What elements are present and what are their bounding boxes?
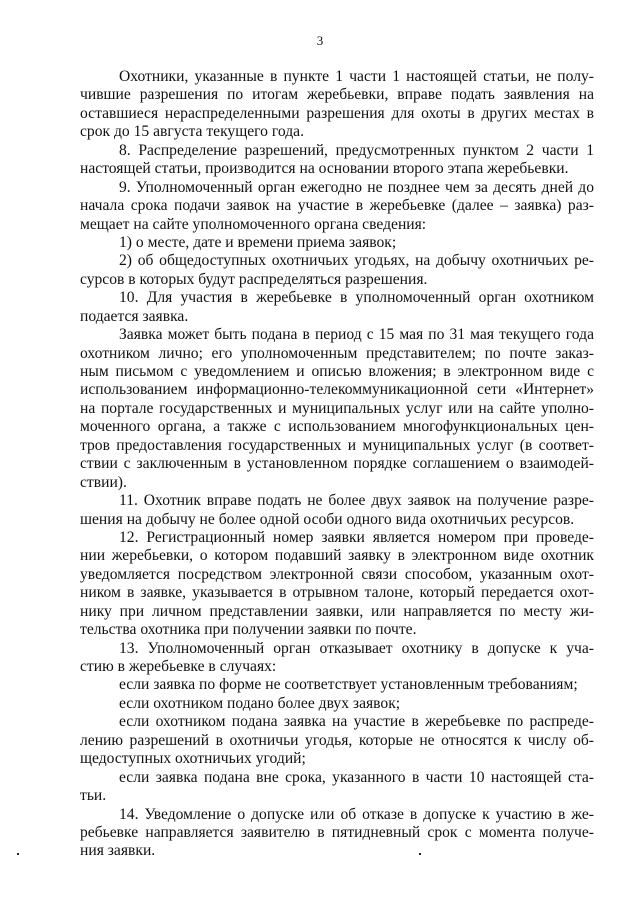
paragraph-item-9-2 <box>80 252 594 289</box>
text-line: моченного органа, а также с использованием многофункциональных цен- <box>80 418 594 436</box>
text-line: если заявка подана вне срока, указанного в части 10 настоящей ста- <box>119 768 594 786</box>
paragraph-item-13-d <box>80 769 594 806</box>
text-line: ния заявки. <box>80 842 156 860</box>
text-line: 12. Регистрационный номер заявки является номером при проведе- <box>119 528 594 546</box>
text-line: ствии). <box>80 473 127 491</box>
text-line: щедоступных охотничьих угодий; <box>80 750 306 768</box>
paragraph-item-13-b <box>80 695 594 713</box>
paragraph-item-12 <box>80 529 594 640</box>
text-line: 10. Для участия в жеребьевке в уполномоченный орган охотником <box>119 289 594 307</box>
scan-artifact-dot <box>17 853 19 855</box>
text-line: настоящей статьи, производится на основании второго этапа жеребьевки. <box>80 160 569 178</box>
text-line: подается заявка. <box>80 307 189 325</box>
text-line: 14. Уведомление о допуске или об отказе в допуске к участию в же- <box>119 805 594 823</box>
text-line: тьи. <box>80 787 107 805</box>
paragraph-item-14 <box>80 806 594 861</box>
paragraph-item-11 <box>80 492 594 529</box>
page-number: 3 <box>316 33 324 48</box>
text-line: 13. Уполномоченный орган отказывает охотнику в допуске к уча- <box>119 639 594 657</box>
text-line: 8. Распределение разрешений, предусмотренных пунктом 2 части 1 <box>119 141 594 159</box>
text-line: ребьевке направляется заявителю в пятидневный срок с момента получе- <box>80 823 594 841</box>
text-line: оставшиеся нераспределенными разрешения для охоты в других местах в <box>80 104 594 122</box>
text-line: ствии с заключенным в установленном порядке соглашением о взаимодей- <box>80 455 594 473</box>
text-line: если охотником подана заявка на участие в жеребьевке по распреде- <box>119 713 594 731</box>
document-body <box>80 68 594 861</box>
text-line: шения на добычу не более одной особи одного вида охотничьих ресурсов. <box>80 510 575 528</box>
text-line: нии жеребьевки, о котором подавший заявку в электронном виде охотник <box>80 547 594 565</box>
text-line: начала срока подачи заявок на участие в жеребьевке (далее – заявка) раз- <box>80 197 594 215</box>
text-line: 9. Уполномоченный орган ежегодно не позднее чем за десять дней до <box>119 178 594 196</box>
text-line: сурсов в которых будут распределяться разрешения. <box>80 270 428 288</box>
text-line: нику при личном представлении заявки, или направляется по месту жи- <box>80 602 594 620</box>
text-line: уведомляется посредством электронной связи способом, указанным охот- <box>80 565 594 583</box>
paragraph-hunters-not-received <box>80 68 594 142</box>
scan-artifact-dot <box>419 853 421 855</box>
text-line: на портале государственных и муниципальных услуг или на сайте уполно- <box>80 399 594 417</box>
paragraph-item-13 <box>80 640 594 677</box>
text-line: тров предоставления государственных и муниципальных услуг (в соответ- <box>80 436 594 454</box>
text-line: 2) об общедоступных охотничьих угодьях, на добычу охотничьих ре- <box>119 252 594 270</box>
text-line: чившие разрешения по итогам жеребьевки, вправе подать заявления на <box>80 86 594 104</box>
text-line: 1) о месте, дате и времени приема заявок; <box>119 233 397 251</box>
text-line: охотником лично; его уполномоченным представителем; по почте заказ- <box>80 344 594 362</box>
text-line: 11. Охотник вправе подать не более двух заявок на получение разре- <box>119 492 594 510</box>
text-line: стию в жеребьевке в случаях: <box>80 658 277 675</box>
paragraph-item-10 <box>80 289 594 326</box>
text-line: использованием информационно-телекоммуникационной сети «Интернет» <box>80 381 594 399</box>
paragraph-item-8 <box>80 142 594 179</box>
text-line: Заявка может быть подана в период с 15 мая по 31 мая текущего года <box>119 326 594 344</box>
paragraph-item-9-1 <box>80 234 594 252</box>
paragraph-item-13-a <box>80 676 594 694</box>
text-line: если заявка по форме не соответствует установленным требованиям; <box>119 676 578 694</box>
text-line: ником в заявке, указывается в отрывном талоне, который передается охот- <box>80 584 594 602</box>
text-line: Охотники, указанные в пункте 1 части 1 настоящей статьи, не полу- <box>119 68 594 85</box>
text-line: если охотником подано более двух заявок; <box>119 694 401 712</box>
text-line: мещает на сайте уполномоченного органа сведения: <box>80 215 427 233</box>
text-line: ным письмом с уведомлением и описью вложения; в электронном виде с <box>80 363 594 380</box>
text-line: лению разрешений в охотничьи угодья, которые не относятся к числу об- <box>80 731 594 749</box>
paragraph-item-13-c <box>80 713 594 768</box>
paragraph-item-10-submission <box>80 326 594 492</box>
text-line: срок до 15 августа текущего года. <box>80 123 304 141</box>
paragraph-item-9 <box>80 179 594 234</box>
text-line: тельства охотника при получении заявки по почте. <box>80 621 417 639</box>
